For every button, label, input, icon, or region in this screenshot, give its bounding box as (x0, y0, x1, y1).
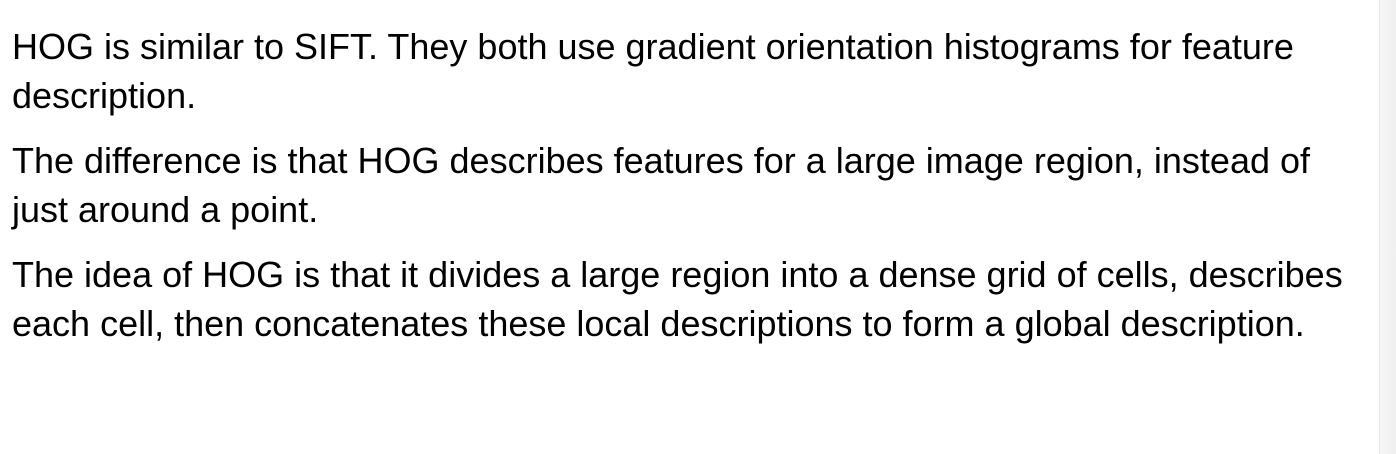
paragraph-hog-sift: HOG is similar to SIFT. They both use gradient orientation histograms for feature description. (12, 26, 1294, 116)
paragraph-idea: The idea of HOG is that it divides a large region into a dense grid of cells, describes each cell, then concatenates these local descriptions to form a global description. (12, 254, 1343, 344)
scroll-edge (1379, 0, 1396, 454)
paragraph-difference: The difference is that HOG describes features for a large image region, instead of just around a point. (12, 140, 1311, 230)
text-body (12, 22, 1352, 364)
